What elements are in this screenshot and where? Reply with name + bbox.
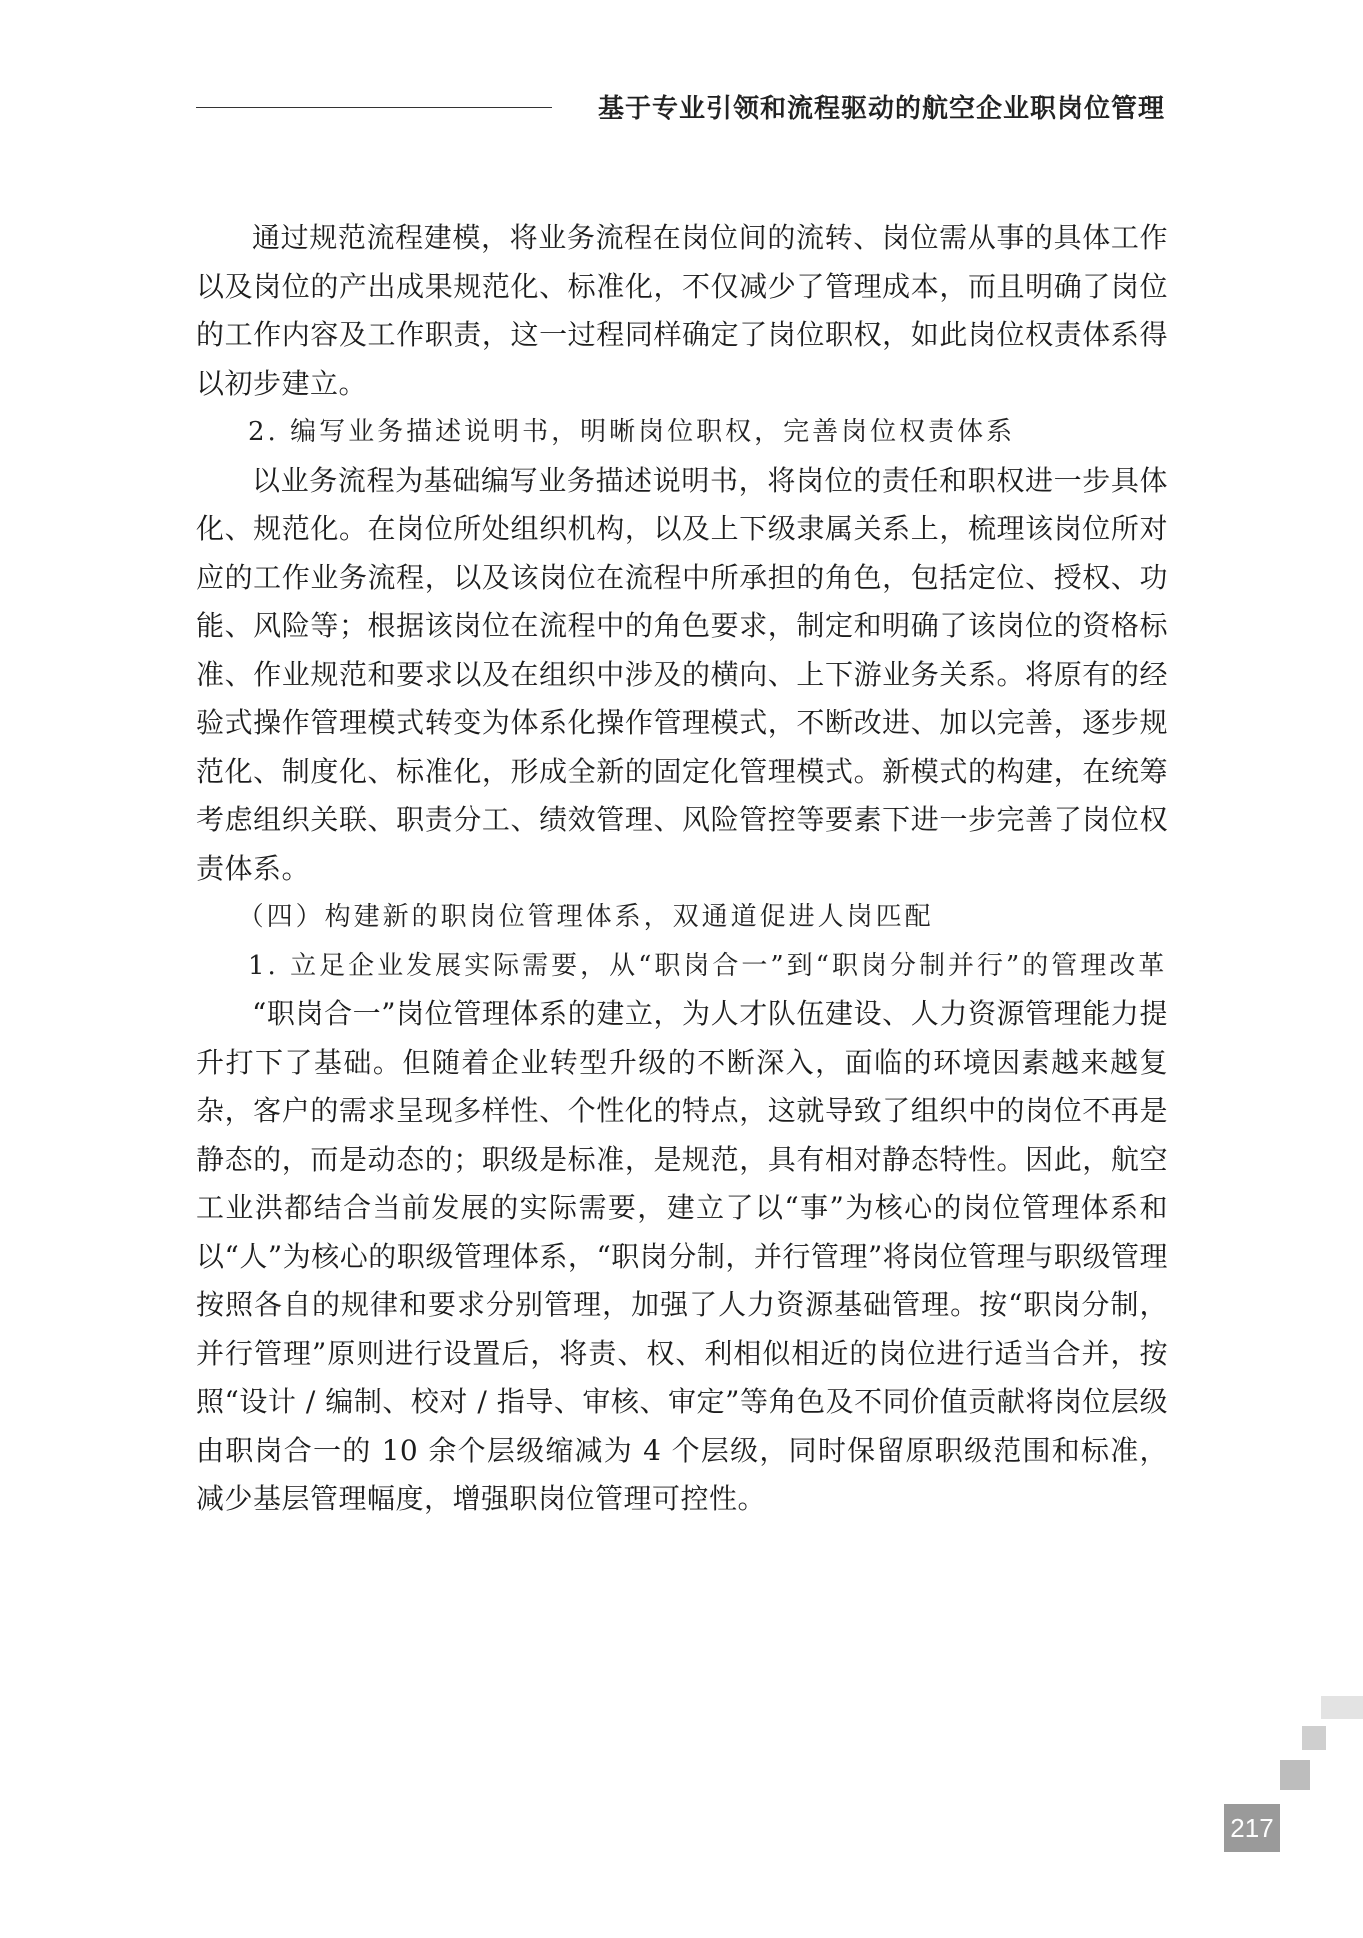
page-number: 217	[1224, 1804, 1280, 1852]
section-heading-4: （四）构建新的职岗位管理体系，双通道促进人岗匹配	[237, 902, 934, 932]
decorative-square	[1321, 1696, 1363, 1719]
decorative-square	[1280, 1760, 1310, 1790]
decorative-square	[1302, 1726, 1326, 1750]
header-rule	[196, 107, 552, 108]
page-body	[196, 214, 1168, 1524]
paragraph-2: 以业务流程为基础编写业务描述说明书，将岗位的责任和职权进一步具体化、规范化。在岗位所处组织机构，以及上下级隶属关系上，梳理该岗位所对应的工作业务流程，以及该岗位在流程中所承担的角色，包括定位、授权、功能、风险等；根据该岗位在流程中的角色要求，制定和明确了该岗位的资格标准、作业规范和要求以及在组织中涉及的横向、上下游业务关系。将原有的经验式操作管理模式转变为体系化操作管理模式，不断改进、加以完善，逐步规范化、制度化、标准化，形成全新的固定化管理模式。新模式的构建，在统筹考虑组织关联、职责分工、绩效管理、风险管控等要素下进一步完善了岗位权责体系。	[196, 463, 1168, 885]
paragraph-1: 通过规范流程建模，将业务流程在岗位间的流转、岗位需从事的具体工作以及岗位的产出成果规范化、标准化，不仅减少了管理成本，而且明确了岗位的工作内容及工作职责，这一过程同样确定了岗位职权，如此岗位权责体系得以初步建立。	[196, 221, 1168, 400]
subheading-1: 1. 立足企业发展实际需要，从“职岗合一”到“职岗分制并行”的管理改革	[248, 950, 1168, 981]
running-title: 基于专业引领和流程驱动的航空企业职岗位管理	[597, 94, 1165, 124]
paragraph-3: “职岗合一”岗位管理体系的建立，为人才队伍建设、人力资源管理能力提升打下了基础。但随着企业转型升级的不断深入，面临的环境因素越来越复杂，客户的需求呈现多样性、个性化的特点，这就导致了组织中的岗位不再是静态的，而是动态的；职级是标准，是规范，具有相对静态特性。因此，航空工业洪都结合当前发展的实际需要，建立了以“事”为核心的岗位管理体系和以“人”为核心的职级管理体系，“职岗分制，并行管理”将岗位管理与职级管理按照各自的规律和要求分别管理，加强了人力资源基础管理。按“职岗分制，并行管理”原则进行设置后，将责、权、利相似相近的岗位进行适当合并，按照“设计 / 编制、校对 / 指导、审核、审定”等角色及不同价值贡献将岗位层级由职岗合一的 10 余个层级缩减为 4 个层级，同时保留原职级范围和标准，减少基层管理幅度，增强职岗位管理可控性。	[196, 997, 1168, 1515]
subheading-2: 2. 编写业务描述说明书，明晰岗位职权，完善岗位权责体系	[248, 417, 1016, 447]
